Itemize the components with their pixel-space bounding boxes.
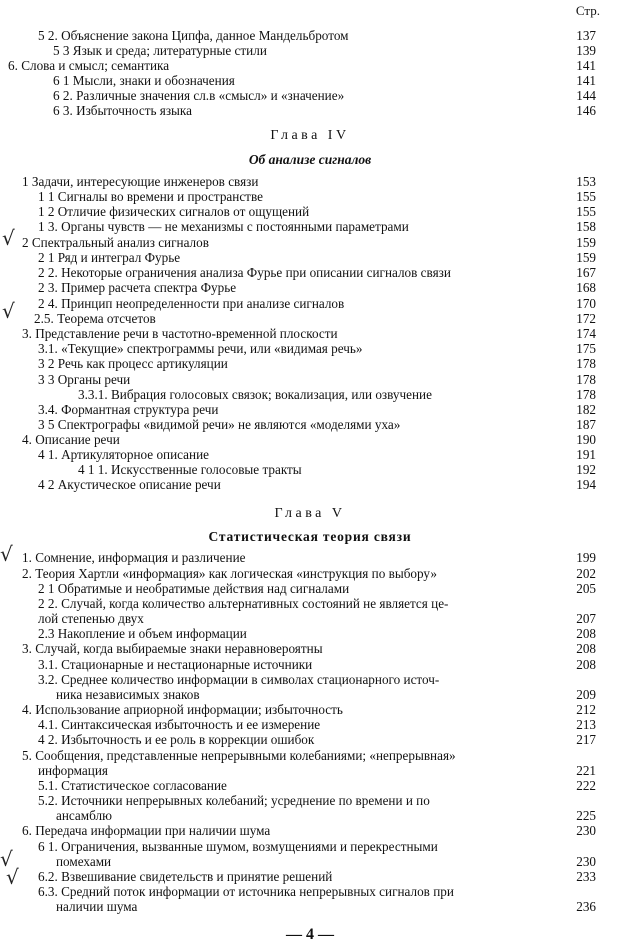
- toc-entry-title: 5. Сообщения, представленные непрерывными колебаниями; «непрерывная»: [22, 748, 456, 763]
- toc-entry: [0, 763, 620, 778]
- toc-entry: [0, 566, 620, 581]
- toc-entry: [0, 672, 620, 687]
- toc-entry: [0, 280, 620, 295]
- toc-entry: [0, 417, 620, 432]
- toc-entry-page: 141: [576, 58, 596, 73]
- chapter-5-label: Глава V: [274, 506, 346, 521]
- toc-entry: [0, 550, 620, 565]
- toc-entry-title: 4 2. Избыточность и ее роль в коррекции ошибок: [38, 732, 315, 747]
- toc-entry-title: 3.4. Формантная структура речи: [38, 402, 219, 417]
- toc-entry-title: 2 1 Обратимые и необратимые действия над сигналами: [38, 581, 350, 596]
- toc-entry-page: 212: [576, 702, 596, 717]
- margin-check-mark: √: [2, 226, 15, 250]
- toc-entry: [0, 311, 620, 326]
- toc-entry-title: 4 1 1. Искусственные голосовые тракты: [78, 462, 302, 477]
- toc-entry-title: 2 2. Некоторые ограничения анализа Фурье при описании сигналов связи: [38, 265, 451, 280]
- toc-entry: [0, 447, 620, 462]
- toc-entry-page: 168: [576, 280, 596, 295]
- toc-entry-page: 222: [576, 778, 596, 793]
- toc-entry-title: 3.3.1. Вибрация голосовых связок; вокализация, или озвучение: [78, 387, 432, 402]
- toc-entry-title: 1. Сомнение, информация и различение: [22, 550, 246, 565]
- margin-check-mark: √: [6, 865, 19, 889]
- toc-entry-title: 3.2. Среднее количество информации в символах стационарного источ-: [38, 672, 440, 687]
- toc-entry: [0, 808, 620, 823]
- toc-entry-page: 207: [576, 611, 596, 626]
- toc-entry: [0, 657, 620, 672]
- toc-entry-title: 4.1. Синтаксическая избыточность и ее измерение: [38, 717, 321, 732]
- toc-entry: [0, 793, 620, 808]
- toc-entry-page: 172: [576, 311, 596, 326]
- toc-entry-title: 2 3. Пример расчета спектра Фурье: [38, 280, 237, 295]
- toc-entry-page: 217: [576, 732, 596, 747]
- toc-entry-page: 174: [576, 326, 596, 341]
- toc-entry-page: 159: [576, 235, 596, 250]
- toc-entry-title: 6 1. Ограничения, вызванные шумом, возмущениями и перекрестными: [38, 839, 438, 854]
- toc-entry: [0, 702, 620, 717]
- toc-entry: [0, 854, 620, 869]
- toc-entry: [0, 626, 620, 641]
- toc-entry: [0, 103, 620, 118]
- page-column-header: Стр.: [575, 3, 600, 18]
- toc-entry: [0, 778, 620, 793]
- toc-entry-title: 2.5. Теорема отсчетов: [34, 311, 156, 326]
- toc-entry: [0, 356, 620, 371]
- toc-entry-page: 139: [576, 43, 596, 58]
- toc-entry: [0, 387, 620, 402]
- toc-entry-page: 158: [576, 219, 596, 234]
- toc-entry-page: 205: [576, 581, 596, 596]
- toc-entry-title: информация: [38, 763, 108, 778]
- toc-entry: [0, 581, 620, 596]
- toc-entry-title: 2.3 Накопление и объем информации: [38, 626, 247, 641]
- margin-check-mark: √: [0, 847, 13, 871]
- toc-entry: [0, 884, 620, 899]
- toc-entry-page: 155: [576, 189, 596, 204]
- toc-entry: [0, 839, 620, 854]
- toc-entry-page: 178: [576, 387, 596, 402]
- toc-entry-page: 233: [576, 869, 596, 884]
- toc-entry-page: 213: [576, 717, 596, 732]
- toc-entry-page: 175: [576, 341, 596, 356]
- margin-check-mark: √: [2, 299, 15, 323]
- toc-entry: [0, 477, 620, 492]
- toc-entry-title: 1 Задачи, интересующие инженеров связи: [22, 174, 259, 189]
- toc-entry-title: 4. Описание речи: [22, 432, 120, 447]
- toc-entry-page: 187: [576, 417, 596, 432]
- chapter-4-label: Глава IV: [270, 128, 350, 143]
- toc-entry: [0, 235, 620, 250]
- toc-entry-page: 221: [576, 763, 596, 778]
- toc-entry-page: 194: [576, 477, 596, 492]
- toc-entry: [0, 204, 620, 219]
- toc-entry: [0, 73, 620, 88]
- toc-entry-page: 167: [576, 265, 596, 280]
- chapter-4-title: Об анализе сигналов: [248, 152, 372, 167]
- toc-entry-title: 3.1. «Текущие» спектрограммы речи, или «видимая речь»: [38, 341, 363, 356]
- toc-entry: [0, 402, 620, 417]
- toc-entry: [0, 462, 620, 477]
- toc-entry-title: 6.2. Взвешивание свидетельств и принятие решений: [38, 869, 333, 884]
- margin-check-mark: √: [0, 542, 13, 566]
- toc-entry: [0, 748, 620, 763]
- toc-entry-page: 208: [576, 626, 596, 641]
- toc-entry-page: 137: [576, 28, 596, 43]
- toc-entry-page: 141: [576, 73, 596, 88]
- toc-entry-title: 2 1 Ряд и интеграл Фурье: [38, 250, 181, 265]
- toc-entry-page: 182: [576, 402, 596, 417]
- toc-entry-page: 208: [576, 641, 596, 656]
- toc-entry: [0, 341, 620, 356]
- toc-entry: [0, 717, 620, 732]
- toc-entry-title: 5.1. Статистическое согласование: [38, 778, 227, 793]
- toc-entry: [0, 596, 620, 611]
- toc-entry: [0, 823, 620, 838]
- toc-entry-title: 6. Передача информации при наличии шума: [22, 823, 271, 838]
- toc-entry-title: 3 3 Органы речи: [38, 372, 131, 387]
- toc-entry-title: 2. Теория Хартли «информация» как логическая «инструкция по выбору»: [22, 566, 437, 581]
- toc-entry-title: 6.3. Средний поток информации от источника непрерывных сигналов при: [38, 884, 454, 899]
- toc-entry-page: 230: [576, 823, 596, 838]
- toc-entry-title: 2 2. Случай, когда количество альтернативных состояний не является це-: [38, 596, 449, 611]
- toc-entry-title: 5.2. Источники непрерывных колебаний; усреднение по времени и по: [38, 793, 430, 808]
- toc-entry-page: 199: [576, 550, 596, 565]
- toc-entry-page: 159: [576, 250, 596, 265]
- toc-entry-title: 1 2 Отличие физических сигналов от ощущений: [38, 204, 310, 219]
- toc-entry-page: 192: [576, 462, 596, 477]
- toc-entry: [0, 326, 620, 341]
- toc-entry-title: лой степенью двух: [38, 611, 144, 626]
- chapter-5-title: Статистическая теория связи: [208, 529, 412, 544]
- toc-entry-page: 178: [576, 372, 596, 387]
- toc-entry: [0, 869, 620, 884]
- toc-entry: [0, 296, 620, 311]
- toc-entry-page: 146: [576, 103, 596, 118]
- toc-entry-title: 4 2 Акустическое описание речи: [38, 477, 221, 492]
- toc-entry: [0, 43, 620, 58]
- toc-entry-title: 3.1. Стационарные и нестационарные источники: [38, 657, 313, 672]
- toc-entry-title: 3 2 Речь как процесс артикуляции: [38, 356, 228, 371]
- toc-entry-title: 6 2. Различные значения сл.в «смысл» и «значение»: [53, 88, 345, 103]
- toc-entry-page: 230: [576, 854, 596, 869]
- toc-entry-page: 170: [576, 296, 596, 311]
- toc-entry-page: 236: [576, 899, 596, 914]
- toc-entry-title: 3. Представление речи в частотно-временной плоскости: [22, 326, 338, 341]
- toc-entry-title: 2 Спектральный анализ сигналов: [22, 235, 209, 250]
- toc-entry: [0, 219, 620, 234]
- toc-entry-title: 1 3. Органы чувств — не механизмы с постоянными параметрами: [38, 219, 409, 234]
- toc-entry-title: 4 1. Артикуляторное описание: [38, 447, 210, 462]
- toc-entry: [0, 189, 620, 204]
- toc-entry: [0, 641, 620, 656]
- toc-entry: [0, 432, 620, 447]
- toc-entry-page: 225: [576, 808, 596, 823]
- toc-entry: [0, 899, 620, 914]
- toc-entry: [0, 28, 620, 43]
- toc-entry-page: 209: [576, 687, 596, 702]
- toc-entry-page: 178: [576, 356, 596, 371]
- toc-entry-title: 6. Слова и смысл; семантика: [8, 58, 170, 73]
- toc-entry-page: 144: [576, 88, 596, 103]
- toc-entry-page: 208: [576, 657, 596, 672]
- toc-entry-page: 155: [576, 204, 596, 219]
- toc-entry-page: 191: [576, 447, 596, 462]
- toc-entry-page: 153: [576, 174, 596, 189]
- toc-entry: [0, 732, 620, 747]
- toc-entry-title: 6 3. Избыточность языка: [53, 103, 192, 118]
- toc-entry: [0, 58, 620, 73]
- toc-entry-page: 202: [576, 566, 596, 581]
- toc-entry-title: 6 1 Мысли, знаки и обозначения: [53, 73, 235, 88]
- toc-entry: [0, 372, 620, 387]
- toc-entry: [0, 687, 620, 702]
- toc-entry-page: 190: [576, 432, 596, 447]
- toc-entry-title: 2 4. Принцип неопределенности при анализе сигналов: [38, 296, 345, 311]
- toc-entry-title: ника независимых знаков: [56, 687, 200, 702]
- toc-entry-title: наличии шума: [56, 899, 138, 914]
- toc-entry: [0, 174, 620, 189]
- toc-entry-title: ансамблю: [56, 808, 112, 823]
- toc-entry: [0, 265, 620, 280]
- page-number: — 4 —: [286, 926, 334, 943]
- toc-entry: [0, 611, 620, 626]
- toc-entry-title: 5 2. Объяснение закона Ципфа, данное Мандельбротом: [38, 28, 349, 43]
- toc-entry-title: 1 1 Сигналы во времени и пространстве: [38, 189, 263, 204]
- toc-entry: [0, 250, 620, 265]
- toc-entry: [0, 88, 620, 103]
- toc-entry-title: помехами: [56, 854, 112, 869]
- toc-entry-title: 3. Случай, когда выбираемые знаки неравновероятны: [22, 641, 323, 656]
- toc-entry-title: 4. Использование априорной информации; избыточность: [22, 702, 343, 717]
- toc-entry-title: 3 5 Спектрографы «видимой речи» не являются «моделями уха»: [38, 417, 401, 432]
- toc-entry-title: 5 3 Язык и среда; литературные стили: [53, 43, 267, 58]
